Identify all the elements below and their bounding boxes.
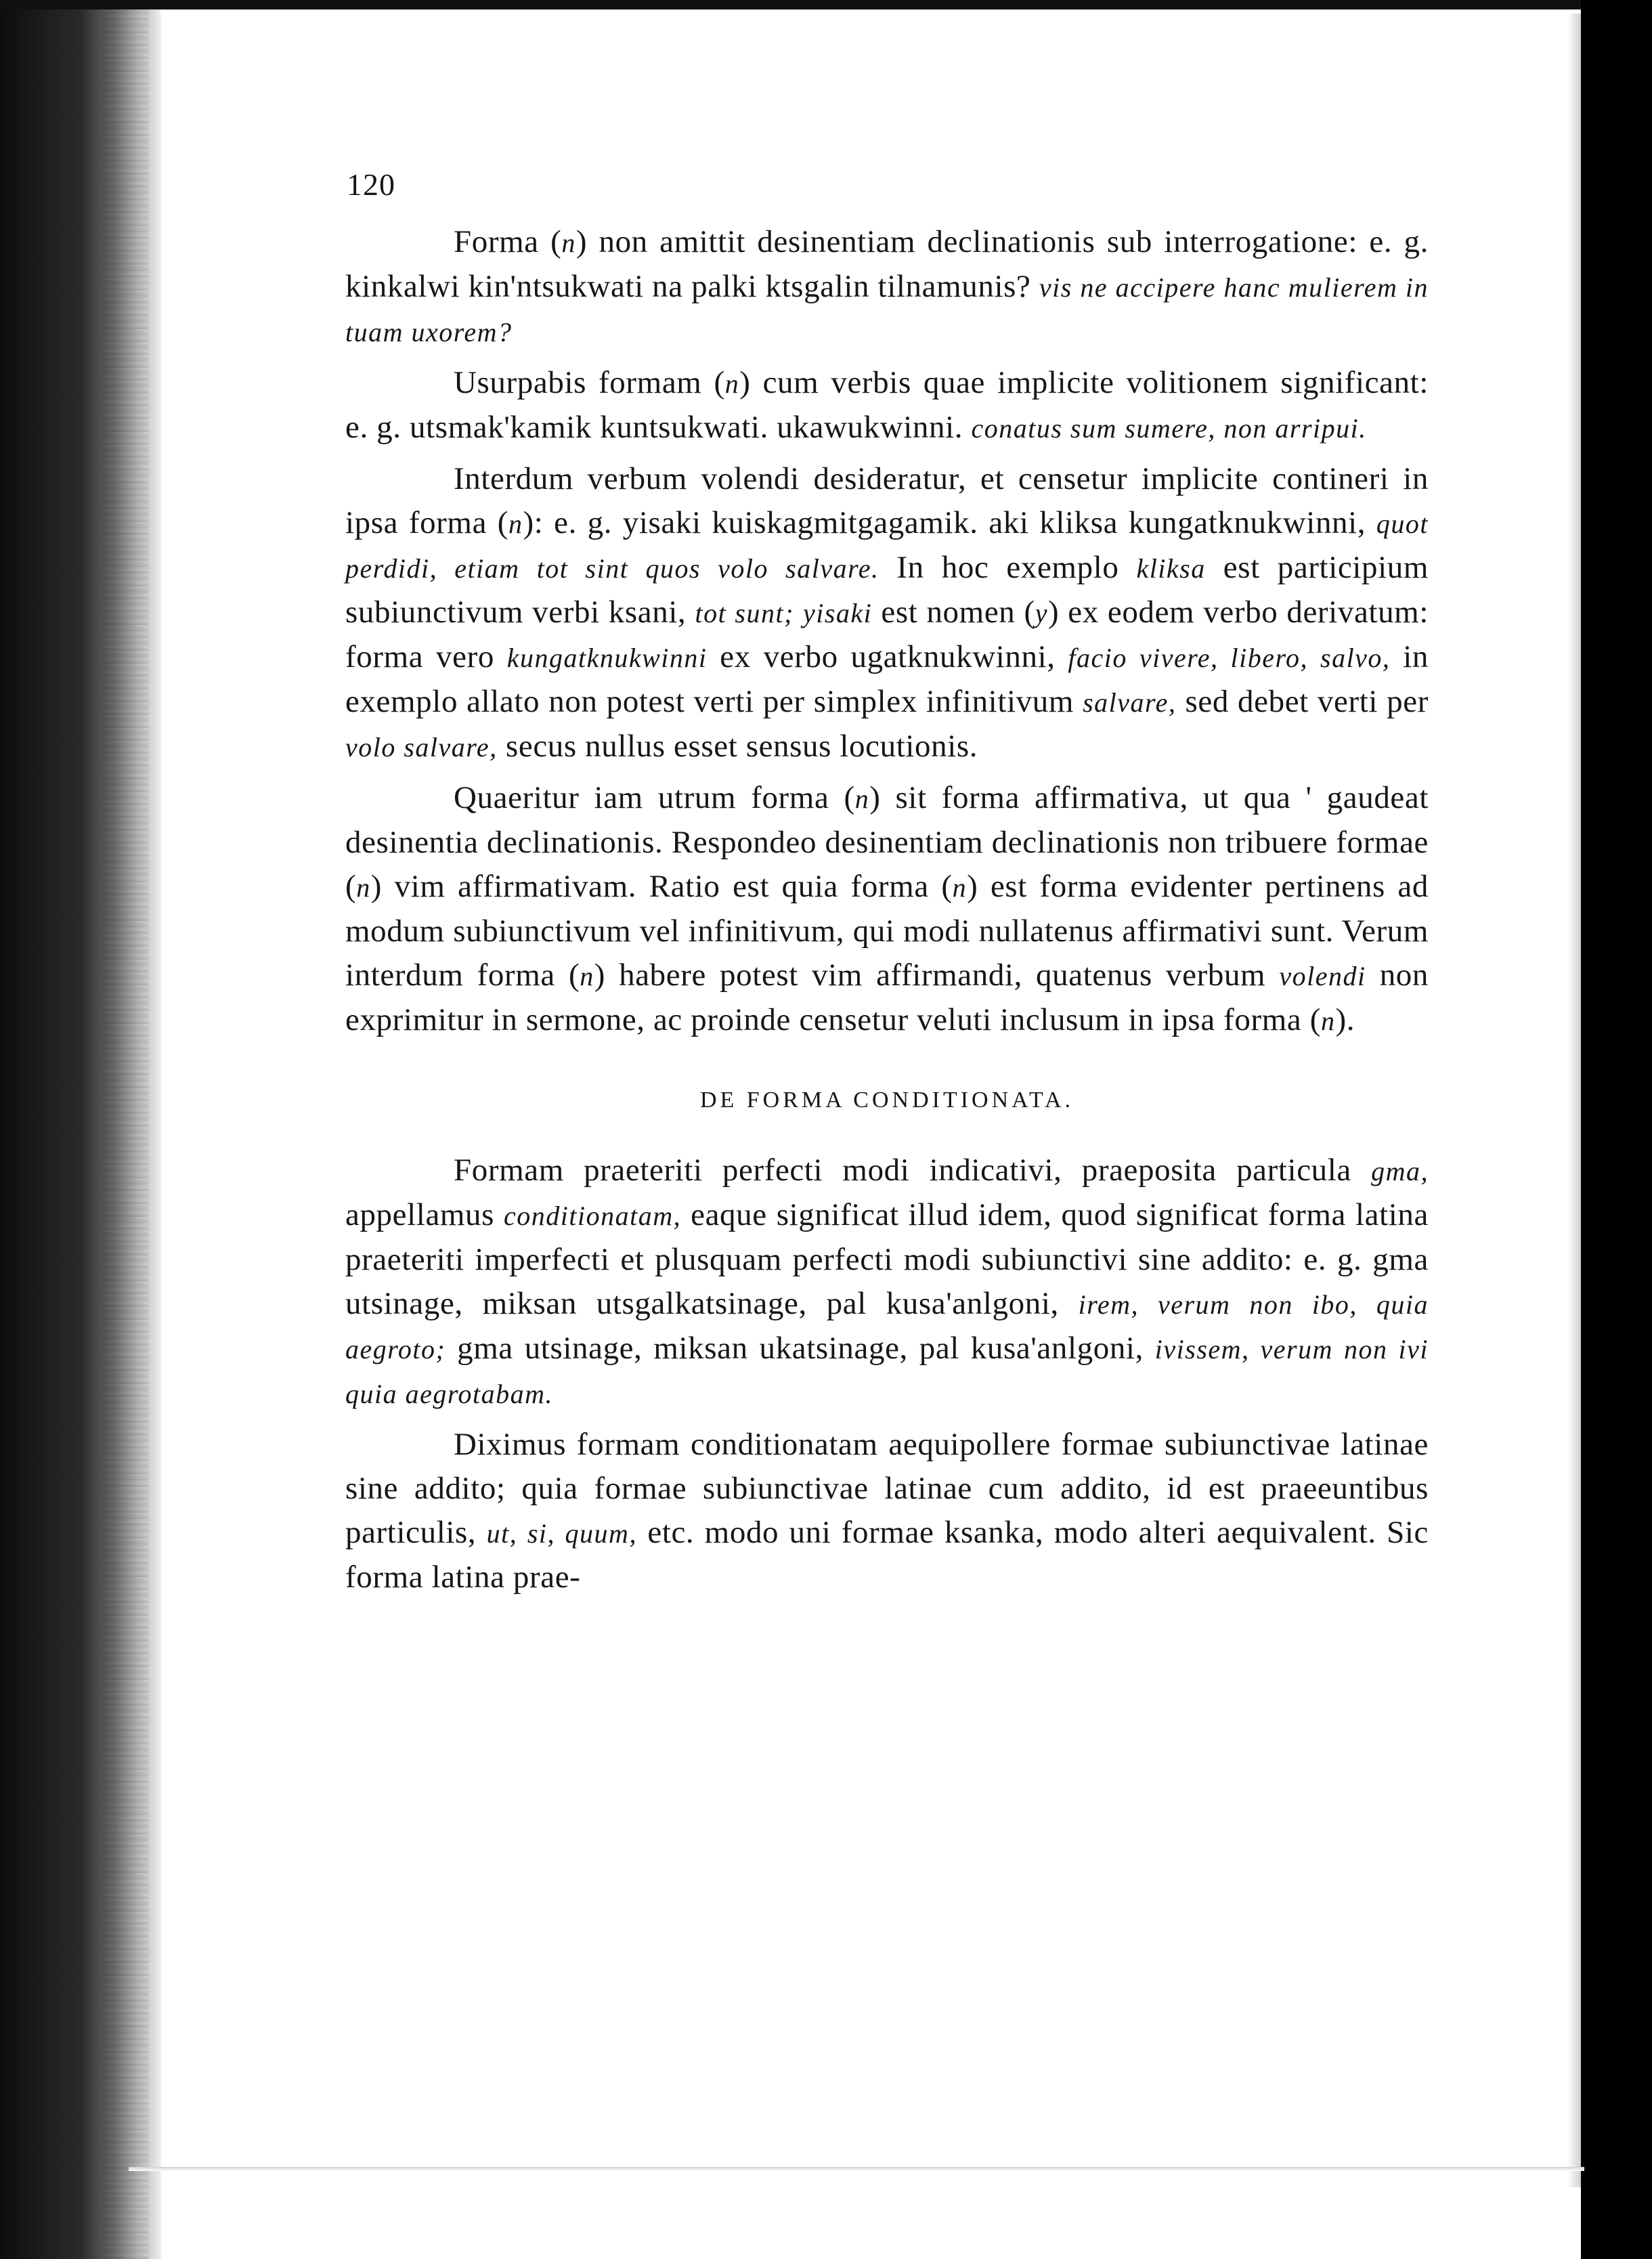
text-segment: est nomen ( bbox=[872, 595, 1035, 630]
italic-text: yisaki bbox=[802, 598, 873, 628]
text-segment: In hoc exemplo bbox=[879, 550, 1137, 585]
italic-text: volendi bbox=[1279, 961, 1366, 991]
text-segment: ): e. g. yisaki kuiskagmitgagamik. aki kliksa kungatknukwinni, bbox=[523, 505, 1376, 540]
top-scan-edge bbox=[0, 0, 1652, 9]
paragraph bbox=[345, 361, 1429, 450]
bottom-page-edge bbox=[129, 2167, 1584, 2171]
text-segment: ex verbo ugatknukwinni, bbox=[707, 639, 1068, 674]
italic-text: quot perdidi, etiam tot sint quos volo salvare. bbox=[345, 509, 1429, 584]
text-segment: Diximus formam conditionatam aequipollere formae subiunctivae latinae sine addito; quia formae subiunctivae latinae cum addito, id est praeeuntibus particulis, bbox=[345, 1427, 1429, 1550]
text-segment bbox=[794, 595, 803, 630]
italic-text: irem, verum non ibo, quia aegroto; bbox=[345, 1289, 1429, 1364]
text-segment: est participium subiunctivum verbi ksani, bbox=[345, 550, 1429, 630]
right-scan-border bbox=[1581, 0, 1652, 2259]
text-segment: Quaeritur iam utrum forma ( bbox=[454, 780, 855, 815]
italic-text: y bbox=[1035, 598, 1048, 628]
text-segment: ) habere potest vim affirmandi, quatenus verbum bbox=[594, 958, 1280, 993]
italic-text: n bbox=[854, 783, 870, 814]
book-page bbox=[345, 163, 1429, 1606]
paragraph bbox=[345, 1148, 1429, 1416]
italic-text: n bbox=[724, 368, 740, 399]
text-segment: ) vim affirmativam. Ratio est quia forma ( bbox=[370, 869, 953, 904]
text-segment: Forma ( bbox=[454, 224, 562, 259]
italic-text: n bbox=[356, 872, 371, 903]
bottom-text-block bbox=[345, 1148, 1429, 1599]
text-segment: ). bbox=[1335, 1002, 1355, 1037]
text-segment: gma utsinage, miksan ukatsinage, pal kusa'anlgoni, bbox=[445, 1331, 1155, 1366]
text-segment: etc. modo uni formae ksanka, modo alteri aequivalent. Sic forma latina prae- bbox=[345, 1515, 1429, 1595]
text-segment: ) cum verbis quae implicite volitionem significant: e. g. utsmak'kamik kuntsukwati. ukawukwinni. bbox=[345, 365, 1429, 445]
paragraph bbox=[345, 457, 1429, 769]
italic-text: salvare, bbox=[1083, 687, 1177, 718]
text-segment: secus nullus esset sensus locutionis. bbox=[497, 729, 978, 764]
spine-texture bbox=[102, 0, 149, 2259]
italic-text: volo salvare, bbox=[345, 732, 498, 762]
italic-text: kungatknukwinni bbox=[506, 643, 708, 673]
italic-text: n bbox=[561, 228, 576, 258]
italic-text: kliksa bbox=[1136, 553, 1206, 584]
italic-text: conatus sum sumere, non arripui. bbox=[971, 413, 1367, 444]
italic-text: n bbox=[952, 872, 968, 903]
italic-text: gma, bbox=[1371, 1156, 1429, 1186]
italic-text: n bbox=[508, 509, 523, 539]
paragraph bbox=[345, 220, 1429, 354]
italic-text: ivissem, verum non ivi quia aegrotabam. bbox=[345, 1334, 1429, 1409]
text-segment: Usurpabis formam ( bbox=[454, 365, 725, 400]
page-number: 120 bbox=[347, 167, 395, 202]
italic-text: tot sunt; bbox=[695, 598, 794, 628]
top-text-block bbox=[345, 220, 1429, 1043]
italic-text: n bbox=[580, 961, 594, 991]
text-segment: Interdum verbum volendi desideratur, et censetur implicite contineri in ipsa forma ( bbox=[345, 461, 1429, 540]
text-segment: sed debet verti per bbox=[1176, 684, 1429, 719]
text-segment: ) sit forma affirmativa, ut qua ' gaudeat desinentia declinationis. Respondeo desinentiam declinationis non tribuere formae ( bbox=[345, 780, 1429, 904]
text-segment: eaque significat illud idem, quod significat forma latina praeteriti imperfecti et plusquam perfecti modi subiunctivi sine addito: e. g. gma utsinage, miksan utsgalkatsinage, pal kusa'anlgoni, bbox=[345, 1197, 1429, 1321]
text-segment: appellamus bbox=[345, 1197, 504, 1232]
italic-text: conditionatam, bbox=[504, 1201, 682, 1231]
paragraph bbox=[345, 1423, 1429, 1599]
text-segment: in exemplo allato non potest verti per simplex infinitivum bbox=[345, 639, 1429, 719]
text-segment: ) ex eodem verbo derivatum: forma vero bbox=[345, 595, 1429, 674]
page-edge-shadow bbox=[1567, 14, 1581, 2187]
italic-text: facio vivere, libero, salvo, bbox=[1068, 643, 1391, 673]
italic-text: ut, si, quum, bbox=[486, 1518, 637, 1549]
text-segment: ) non amittit desinentiam declinationis sub interrogatione: e. g. kinkalwi kin'ntsukwati na palki ktsgalin tilnamunis? bbox=[345, 224, 1429, 304]
paragraph bbox=[345, 776, 1429, 1043]
text-segment: Formam praeteriti perfecti modi indicativi, praeposita particula bbox=[454, 1153, 1372, 1188]
section-heading: DE FORMA CONDITIONATA. bbox=[699, 1088, 1074, 1113]
text-segment: non exprimitur in sermone, ac proinde censetur veluti inclusum in ipsa forma ( bbox=[345, 958, 1429, 1037]
italic-text: vis ne accipere hanc mulierem in tuam uxorem? bbox=[345, 272, 1429, 347]
italic-text: n bbox=[1320, 1006, 1336, 1036]
text-segment: ) est forma evidenter pertinens ad modum subiunctivum vel infinitivum, qui modi nullatenus affirmativi sunt. Verum interdum forma ( bbox=[345, 869, 1429, 993]
